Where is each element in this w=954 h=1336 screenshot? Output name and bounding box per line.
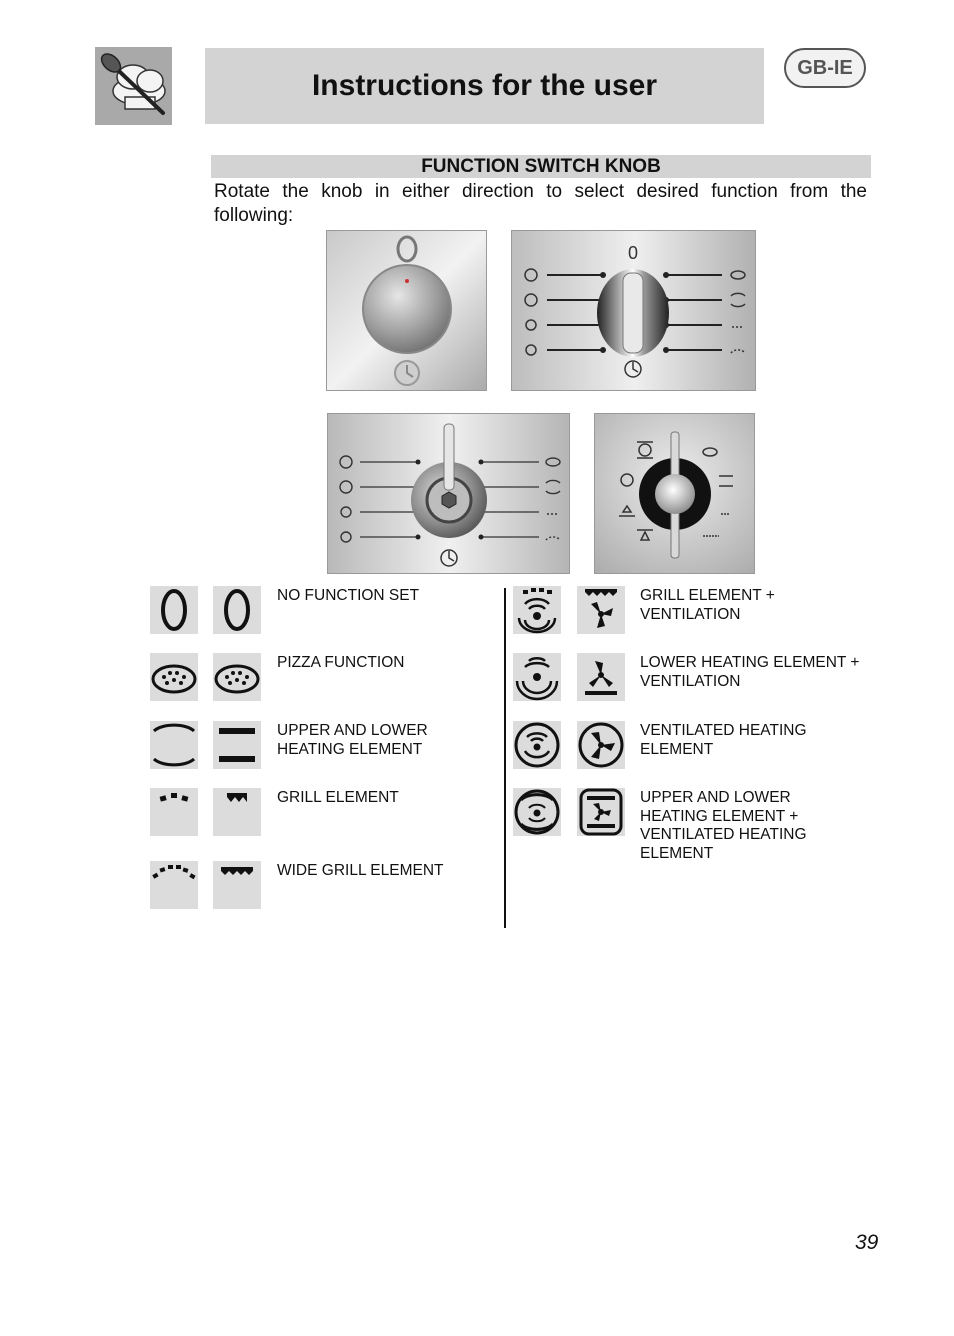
legend-label-upper-lower: UPPER AND LOWER HEATING ELEMENT (277, 722, 428, 758)
wide-grill-icon (213, 861, 261, 909)
legend-label-pizza: PIZZA FUNCTION (277, 654, 405, 671)
legend-divider (504, 588, 506, 928)
upper-lower-heating-icon (213, 721, 261, 769)
pizza-icon (213, 653, 261, 701)
legend-label-upper-lower-ventilated: UPPER AND LOWER HEATING ELEMENT + VENTILATED HEATING ELEMENT (640, 789, 807, 862)
legend-label-wide-grill: WIDE GRILL ELEMENT (277, 862, 444, 879)
page-number: 39 (855, 1231, 879, 1254)
lower-heating-fan-icon (513, 653, 561, 701)
grill-fan-icon (513, 586, 561, 634)
ventilated-heating-icon (513, 721, 561, 769)
intro-text: Rotate the knob in either direction to select desired function from the following: (214, 181, 867, 226)
upper-lower-heating-icon (150, 721, 198, 769)
knob-panel-3 (327, 413, 570, 574)
legend-label-ventilated: VENTILATED HEATING ELEMENT (640, 722, 807, 758)
knob-panel-4 (594, 413, 755, 574)
knob-panel-1 (326, 230, 487, 391)
section-title: FUNCTION SWITCH KNOB (211, 155, 871, 178)
header-bar (205, 48, 764, 124)
chef-hat-spoon-icon (95, 47, 172, 125)
ventilated-heating-icon (577, 721, 625, 769)
pizza-icon (150, 653, 198, 701)
upper-lower-fan-icon (577, 788, 625, 836)
wide-grill-icon (150, 861, 198, 909)
legend-label-lower-ventilation: LOWER HEATING ELEMENT + VENTILATION (640, 654, 860, 690)
page-title: Instructions for the user (311, 69, 658, 102)
legend-label-grill: GRILL ELEMENT (277, 789, 399, 806)
grill-icon (213, 788, 261, 836)
zero-icon (213, 586, 261, 634)
legend-label-grill-ventilation: GRILL ELEMENT + VENTILATION (640, 587, 775, 623)
language-badge: GB-IE (784, 48, 866, 88)
grill-fan-icon (577, 586, 625, 634)
lower-heating-fan-icon (577, 653, 625, 701)
chef-logo (95, 47, 172, 125)
knob-panel-2 (511, 230, 756, 391)
grill-icon (150, 788, 198, 836)
zero-icon (150, 586, 198, 634)
panel-zero-label: 0 (627, 243, 639, 263)
upper-lower-fan-icon (513, 788, 561, 836)
legend-label-no-function: NO FUNCTION SET (277, 587, 420, 604)
